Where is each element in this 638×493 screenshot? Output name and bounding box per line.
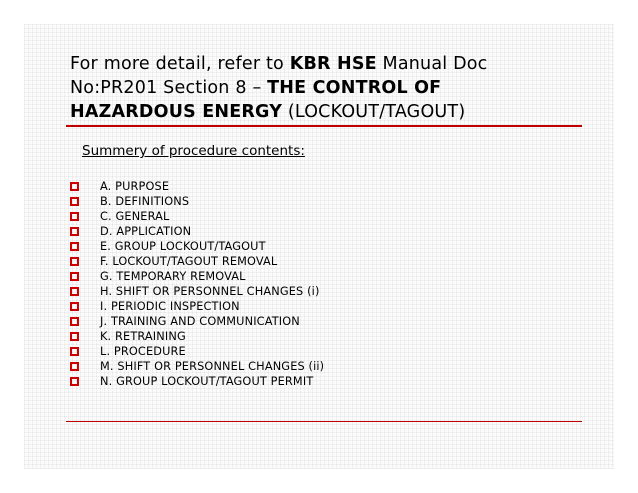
list-item — [70, 359, 324, 374]
list-item — [70, 209, 324, 224]
contents-list — [70, 179, 324, 389]
list-item-label: M. SHIFT OR PERSONNEL CHANGES (ii) — [100, 360, 325, 373]
title-text-lockout: (LOCKOUT/TAGOUT) — [282, 102, 466, 122]
checkbox-bullet-icon — [70, 182, 79, 191]
checkbox-bullet-icon — [70, 362, 79, 371]
checkbox-bullet-icon — [70, 287, 79, 296]
list-item-label: N. GROUP LOCKOUT/TAGOUT PERMIT — [100, 375, 314, 388]
checkbox-bullet-icon — [70, 377, 79, 386]
list-item — [70, 269, 324, 284]
list-item — [70, 239, 324, 254]
list-item — [70, 284, 324, 299]
checkbox-bullet-icon — [70, 212, 79, 221]
checkbox-bullet-icon — [70, 302, 79, 311]
bottom-divider — [66, 421, 582, 422]
list-item-label: C. GENERAL — [100, 210, 170, 223]
list-item — [70, 254, 324, 269]
list-item-label: B. DEFINITIONS — [100, 195, 190, 208]
title-text-section-name: THE CONTROL OF HAZARDOUS ENERGY — [70, 78, 442, 122]
checkbox-bullet-icon — [70, 272, 79, 281]
checkbox-bullet-icon — [70, 332, 79, 341]
list-item — [70, 194, 324, 209]
list-item-label: H. SHIFT OR PERSONNEL CHANGES (i) — [100, 285, 320, 298]
checkbox-bullet-icon — [70, 257, 79, 266]
list-item — [70, 344, 324, 359]
list-item — [70, 374, 324, 389]
checkbox-bullet-icon — [70, 242, 79, 251]
checkbox-bullet-icon — [70, 227, 79, 236]
slide-title — [70, 52, 570, 124]
list-item-label: I. PERIODIC INSPECTION — [100, 300, 240, 313]
list-item — [70, 314, 324, 329]
title-text-manual-ref: Manual Doc No:PR201 Section 8 – — [70, 54, 488, 98]
list-item — [70, 179, 324, 194]
title-text-kbr-hse: KBR HSE — [289, 54, 377, 74]
top-divider — [66, 125, 582, 127]
checkbox-bullet-icon — [70, 317, 79, 326]
list-item-label: G. TEMPORARY REMOVAL — [100, 270, 246, 283]
list-item-label: A. PURPOSE — [100, 180, 170, 193]
list-item-label: J. TRAINING AND COMMUNICATION — [100, 315, 300, 328]
list-item-label: D. APPLICATION — [100, 225, 192, 238]
list-item-label: E. GROUP LOCKOUT/TAGOUT — [100, 240, 266, 253]
list-item — [70, 224, 324, 239]
list-item — [70, 329, 324, 344]
list-item-label: K. RETRAINING — [100, 330, 186, 343]
title-text-intro: For more detail, refer to — [70, 54, 290, 74]
checkbox-bullet-icon — [70, 347, 79, 356]
contents-heading: Summery of procedure contents: — [82, 143, 305, 159]
list-item-label: F. LOCKOUT/TAGOUT REMOVAL — [100, 255, 278, 268]
list-item-label: L. PROCEDURE — [100, 345, 186, 358]
checkbox-bullet-icon — [70, 197, 79, 206]
list-item — [70, 299, 324, 314]
